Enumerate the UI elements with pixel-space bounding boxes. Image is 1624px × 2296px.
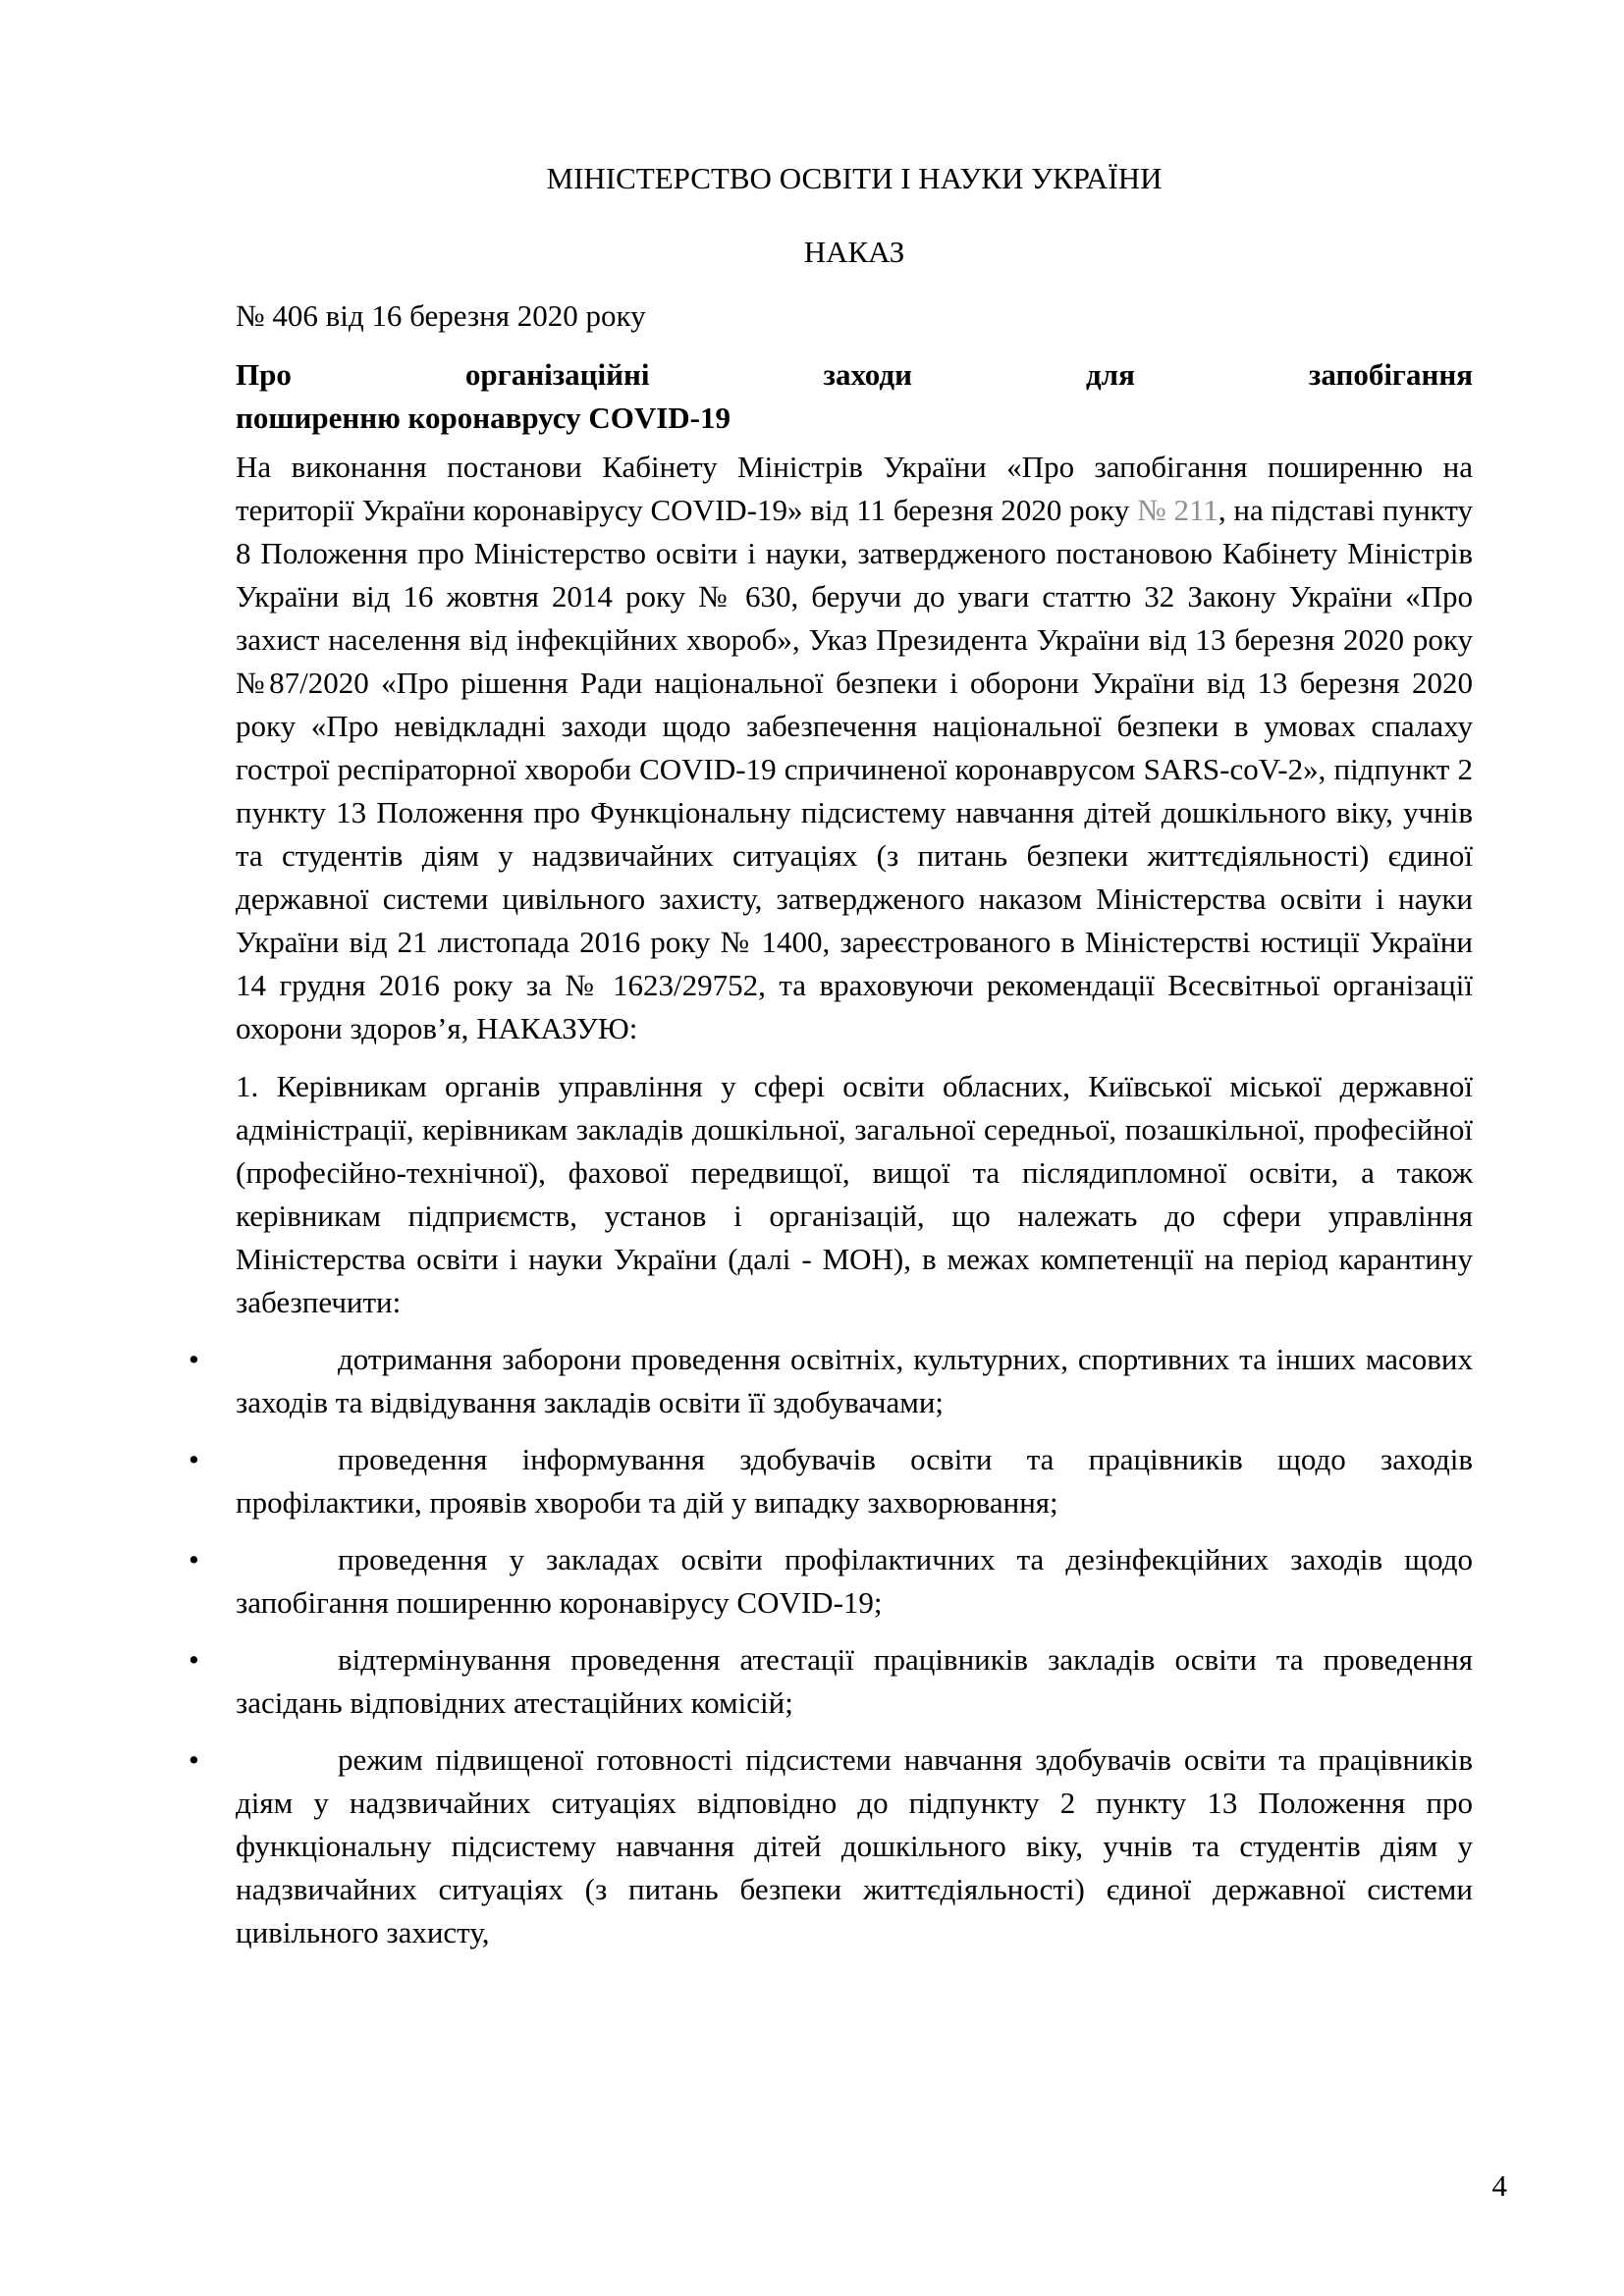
list-item: • проведення інформування здобувачів освіти та працівників щодо заходів профілактики, проявів хвороби та дій у випадку захворювання; — [236, 1438, 1473, 1524]
order-heading: НАКАЗ — [803, 235, 905, 269]
item-1-paragraph: 1. Керівникам органів управління у сфері освіти обласних, Київської міської державної адміністрації, керівникам закладів дошкільної, загальної середньої, позашкільної, професійної (професійно-технічної), фахової передвищої, вищої та післядипломної освіти, а також керівникам підприємств, установ і організацій, що належать до сфери управління Міністерства освіти і науки України (далі - МОН), в межах компетенції на період карантину забезпечити: — [236, 1069, 1473, 1319]
list-item: • проведення у закладах освіти профілактичних та дезінфекційних заходів щодо запобігання поширенню коронавірусу COVID-19; — [236, 1538, 1473, 1625]
order-title-line1: Про організаційні заходи для запобігання — [236, 357, 1473, 392]
order-title — [236, 353, 1473, 440]
ministry-heading: МІНІСТЕРСТВО ОСВІТИ І НАУКИ УКРАЇНИ — [546, 161, 1163, 195]
decree-211-link[interactable]: № 211 — [1137, 493, 1218, 527]
preamble-text-after-link: , на підставі пункту 8 Положення про Міністерство освіти і науки, затвердженого постановою Кабінету Міністрів України від 16 жовтня 2014 року № 630, беручи до уваги статтю 32 Закону України «Про захист населення від інфекційних хвороб», Указ Президента України від 13 березня 2020 року №87/2020 «Про рішення Ради національної безпеки і оборони України від 13 березня 2020 року «Про невідкладні заходи щодо забезпечення національної безпеки в умовах спалаху гострої респіраторної хвороби COVID-19 спричиненої коронаврусом SARS-coV-2», підпункт 2 пункту 13 Положення про Функціональну підсистему навчання дітей дошкільного віку, учнів та студентів діям у надзвичайних ситуаціях (з питань безпеки життєдіяльності) єдиної державної системи цивільного захисту, затвердженого наказом Міністерства освіти і науки України від 21 листопада 2016 року № 1400, зареєстрованого в Міністерстві юстиції України 14 грудня 2016 року за № 1623/29752, та враховуючи рекомендації Всесвітньої організації охорони здоров’я, НАКАЗУЮ: — [236, 493, 1473, 1045]
list-item: • відтермінування проведення атестації працівників закладів освіти та проведення засідань відповідних атестаційних комісій; — [236, 1638, 1473, 1725]
order-title-line2: поширенню коронаврусу COVID-19 — [236, 400, 731, 435]
list-item: • дотримання заборони проведення освітніх, культурних, спортивних та інших масових заходів та відвідування закладів освіти її здобувачами; — [236, 1338, 1473, 1424]
preamble-paragraph — [236, 446, 1473, 1050]
preamble-text-before-link: На виконання постанови Кабінету Міністрів України «Про запобігання поширенню на території України коронавірусу COVID-19» від 11 березня 2020 року — [236, 450, 1473, 527]
bullet-list — [236, 1338, 1473, 1954]
page-number: 4 — [1491, 2168, 1507, 2203]
list-item: • режим підвищеної готовності підсистеми навчання здобувачів освіти та працівників діям у надзвичайних ситуаціях відповідно до підпункту 2 пункту 13 Положення про функціональну підсистему навчання дітей дошкільного віку, учнів та студентів діям у надзвичайних ситуаціях (з питань безпеки життєдіяльності) єдиної державної системи цивільного захисту, — [236, 1738, 1473, 1954]
order-number-line: № 406 від 16 березня 2020 року — [236, 298, 646, 333]
document-content — [236, 157, 1473, 1954]
